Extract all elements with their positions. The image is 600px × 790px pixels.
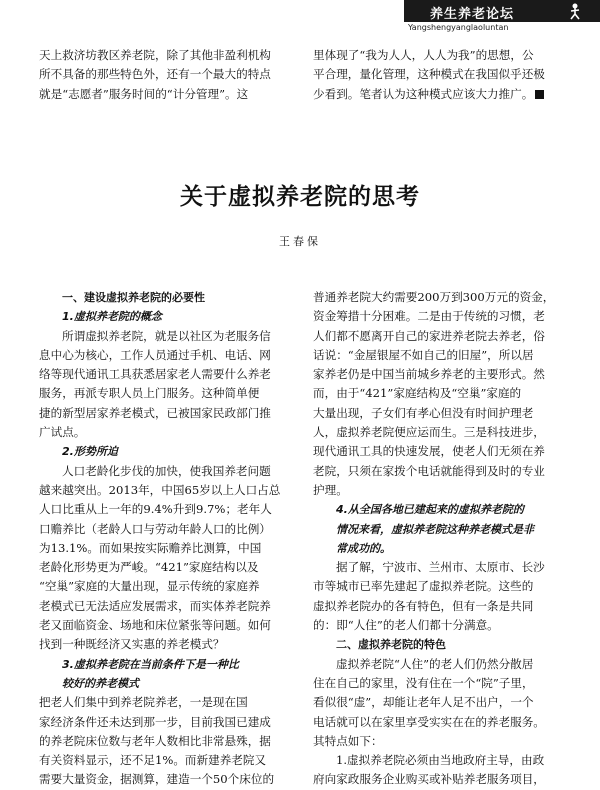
paragraph-line: 越来越突出。2013年，中国65岁以上人口占总 [39, 482, 281, 497]
paragraph-line: 的养老院床位数与老年人数相比非常悬殊，据 [39, 733, 271, 748]
paragraph-line: 话说：“金屋银屋不如自己的旧屋”，所以居 [313, 347, 534, 362]
figure-logo-icon [566, 2, 584, 20]
paragraph-line: 的：即“人住”的老人们都十分满意。 [313, 618, 499, 633]
paragraph-line: 家养老仍是中国当前城乡养老的主要形式。然 [313, 367, 545, 382]
text-line [313, 85, 561, 104]
paragraph-line: 息中心为核心，工作人员通过手机、电话、网 [39, 347, 271, 362]
paragraph-line: 护理。 [313, 482, 348, 497]
paragraph-line: 老模式已无法适应发展需求，而实体养老院养 [39, 598, 271, 613]
paragraph-line: 人，虚拟养老院便应运而生。三是科技进步， [313, 425, 545, 440]
paragraph-line: 而，由于“421”家庭结构及“空巢”家庭的 [313, 386, 522, 401]
paragraph-line: “空巢”家庭的大量出现，显示传统的家庭养 [39, 579, 260, 594]
paragraph-line: 有关资料显示，还不足1%。而新建养老院又 [39, 753, 267, 768]
subsection-heading: 情况来看，虚拟养老院这种养老模式是非 [336, 522, 534, 536]
paragraph-line: 其特点如下： [313, 733, 383, 748]
journal-section-subtitle: Yangshengyanglaoluntan [408, 23, 509, 32]
paragraph-line: 虚拟养老院“人住”的老人们仍然分散居 [336, 656, 534, 671]
paragraph-line: 市等城市已率先建起了虚拟养老院。这些的 [313, 579, 534, 594]
paragraph-line: 服务，再派专职人员上门服务。这种简单便 [39, 386, 260, 401]
paragraph-line: 虚拟养老院办的各有特色，但有一条是共同 [313, 598, 534, 613]
article-author: 王春保 [279, 235, 321, 248]
subsection-heading: 4.从全国各地已建起来的虚拟养老院的 [336, 503, 524, 517]
paragraph-line: 住在自己的家里，没有住在一个“院”子里， [313, 675, 534, 690]
text-line: 所不具备的那些特色外，还有一个最大的特点 [39, 67, 271, 82]
paragraph-line: 人口老龄化步伐的加快，使我国养老问题 [62, 463, 271, 478]
subsection-heading: 较好的养老模式 [62, 676, 139, 690]
paragraph-line: 资金筹措十分困难。二是由于传统的习惯，老 [313, 309, 545, 324]
subsection-heading: 3.虚拟养老院在当前条件下是一种比 [62, 657, 239, 671]
paragraph-line: 广试点。 [39, 425, 86, 440]
article-right-column [313, 288, 561, 790]
text-line: 天上救济坊教区养老院，除了其他非盈利机构 [39, 48, 271, 62]
paragraph-line: 络等现代通讯工具获悉居家老人需要什么养老 [39, 367, 271, 382]
paragraph-line: 老院，只须在家拨个电话就能得到及时的专业 [313, 463, 545, 478]
paragraph-line: 现代通讯工具的快速发展，使老人们无须在养 [313, 444, 545, 459]
paragraph-line: 为13.1%。而如果按实际赡养比测算，中国 [39, 540, 262, 555]
paragraph-line: 人们都不愿离开自己的家进养老院去养老，俗 [313, 328, 545, 343]
paragraph-line: 把老人们集中到养老院养老，一是现在国 [39, 695, 248, 710]
text-line: 就是“志愿者”服务时间的“计分管理”。这 [39, 86, 249, 101]
end-mark-icon [535, 90, 544, 99]
article-left-column [39, 288, 301, 790]
subsection-heading: 常成功的。 [336, 541, 391, 555]
paragraph-line: 普通养老院大约需要200万到300万元的资金， [313, 290, 555, 304]
text-line: 平合理，量化管理，这种模式在我国似乎还极 [313, 67, 545, 82]
paragraph-line: 看似很“虚”，却能让老年人足不出户，一个 [313, 695, 534, 710]
text-line: 里体现了“我为人人，人人为我”的思想，公 [313, 48, 534, 62]
paragraph-line: 需要大量资金，据测算，建造一个50个床位的 [39, 772, 275, 787]
paragraph-line: 老龄化形势更为严峻。“421”家庭结构以及 [39, 560, 259, 575]
journal-section-title: 养生养老论坛 [430, 7, 515, 22]
paragraph-line: 所谓虚拟养老院，就是以社区为老服务信 [62, 328, 271, 343]
previous-article-left-column [39, 46, 301, 104]
paragraph-line: 人口比重从上一年的9.4%升到9.7%；老年人 [39, 502, 272, 517]
paragraph-line: 口赡养比（老龄人口与劳动年龄人口的比例） [39, 521, 271, 536]
paragraph-line: 家经济条件还未达到那一步，目前我国已建成 [39, 714, 271, 729]
paragraph-line: 府向家政服务企业购买或补贴养老服务项目， [313, 772, 545, 787]
subsection-heading: 1.虚拟养老院的概念 [62, 310, 162, 324]
paragraph-line: 大量出现，子女们有孝心但没有时间护理老 [313, 405, 534, 420]
paragraph-line: 捷的新型居家养老模式，已被国家民政部门推 [39, 405, 271, 420]
section-heading: 一、建设虚拟养老院的必要性 [62, 291, 205, 304]
paragraph-line: 1.虚拟养老院必须由当地政府主导，由政 [336, 753, 545, 768]
paragraph-line: 找到一种既经济又实惠的养老模式？ [39, 637, 225, 652]
section-heading: 二、虚拟养老院的特色 [336, 638, 446, 652]
previous-article-right-column [313, 46, 561, 104]
paragraph-line: 老又面临资金、场地和床位紧张等问题。如何 [39, 618, 271, 633]
article-title: 关于虚拟养老院的思考 [180, 183, 420, 210]
paragraph-line: 电话就可以在家里享受实实在在的养老服务。 [313, 714, 545, 729]
subsection-heading: 2.形势所迫 [62, 445, 118, 459]
text-line-content: 少看到。笔者认为这种模式应该大力推广。 [313, 86, 534, 101]
paragraph-line: 据了解，宁波市、兰州市、太原市、长沙 [336, 560, 545, 575]
